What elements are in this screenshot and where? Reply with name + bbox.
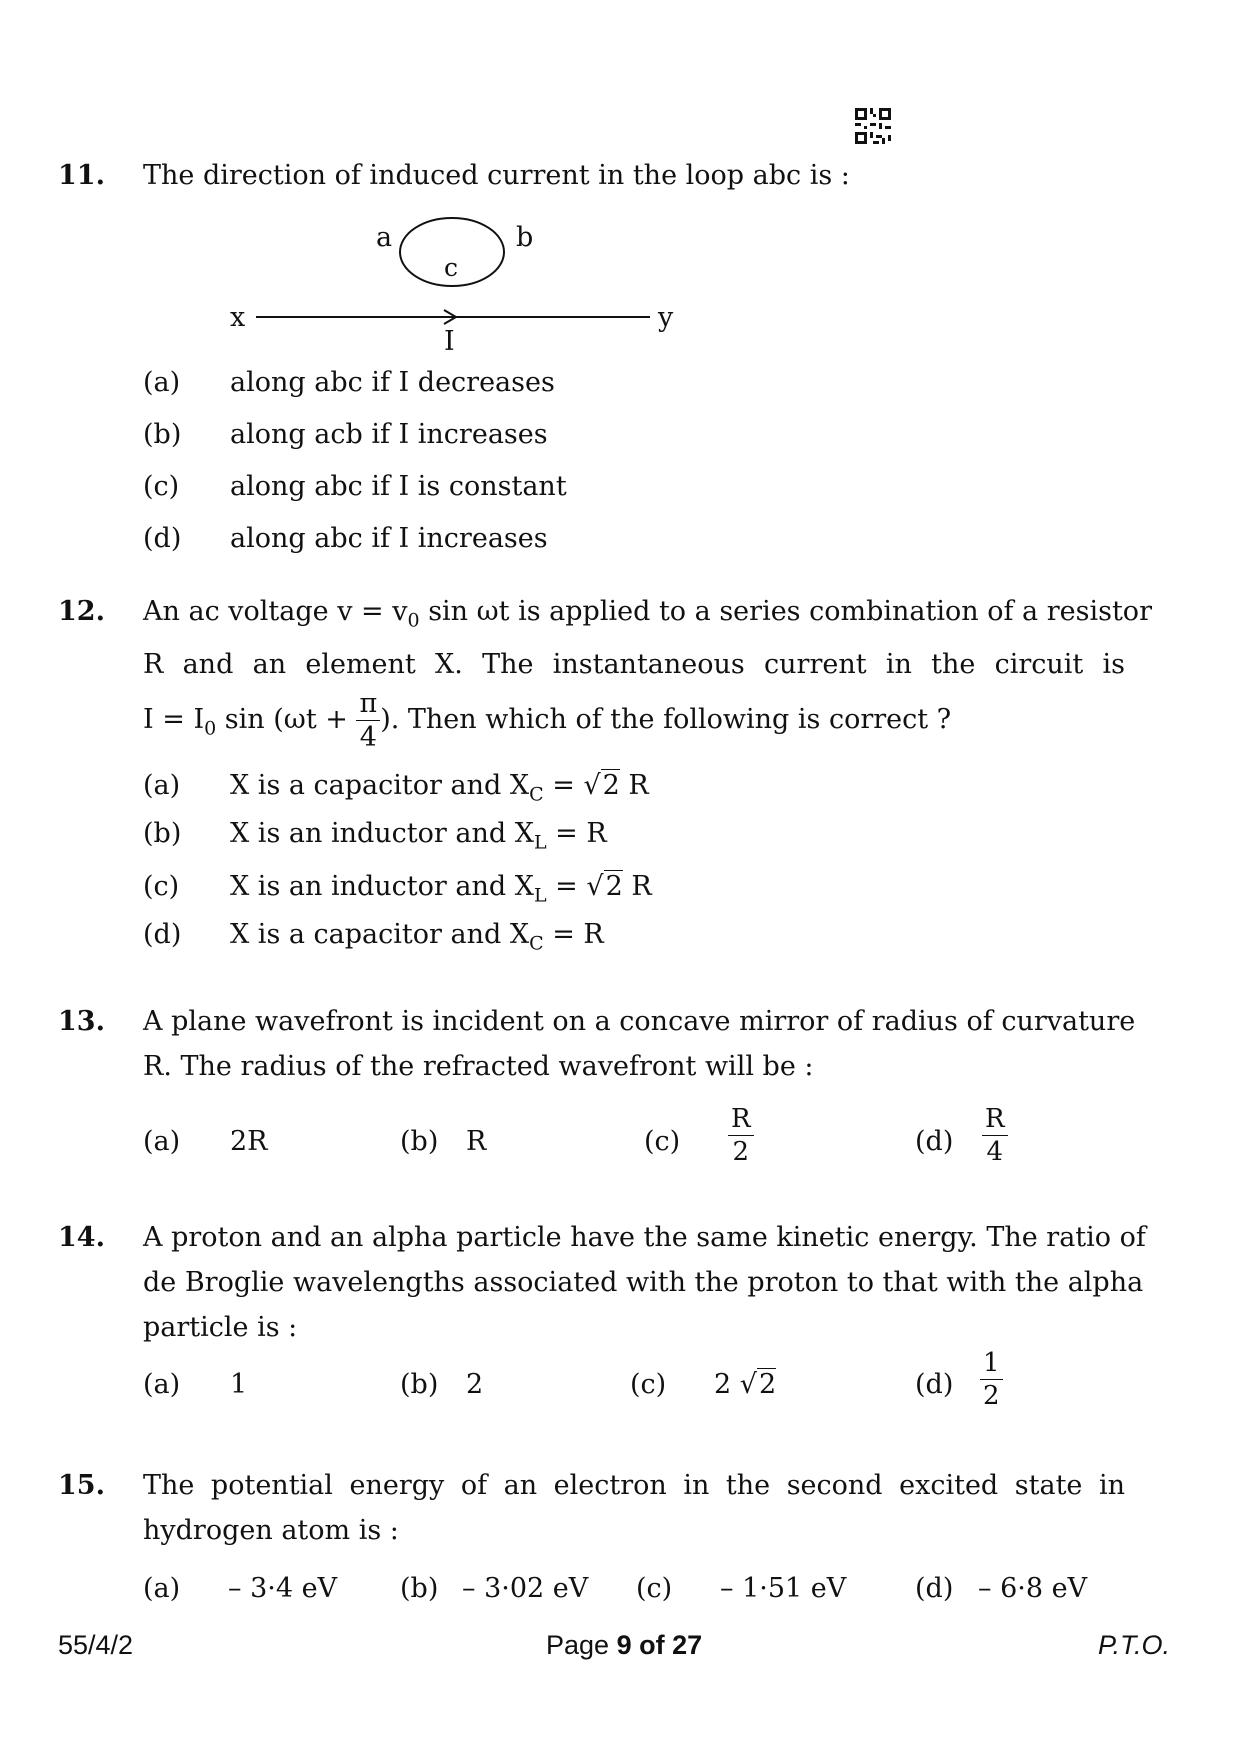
option-text: 1 <box>230 1369 248 1400</box>
question-text: The direction of induced current in the loop abc is : <box>143 160 850 191</box>
option-text: X is a capacitor and $X_C = √2$ R <box>230 770 649 806</box>
option-text: along acb if I increases <box>230 419 548 450</box>
option-fraction: $\frac{R}{2}$ <box>728 1106 754 1165</box>
option-label: (d) <box>915 1573 954 1604</box>
option-label: (d) <box>915 1369 954 1400</box>
pto-label: P.T.O. <box>1098 1630 1171 1660</box>
option-label: (b) <box>143 818 182 849</box>
question-text-line: An ac voltage $v = v_0$ sin ωt is applied to a series combination of a resistor <box>143 596 1152 632</box>
qr-code-icon <box>855 108 891 144</box>
fraction: $\frac{\pi}{4}$ <box>356 690 380 751</box>
option-label: (c) <box>143 471 180 502</box>
question-text-line: particle is : <box>143 1312 298 1343</box>
label-current: I <box>444 326 455 357</box>
question-text-line: R. The radius of the refracted wavefront will be : <box>143 1051 814 1082</box>
question-text-line: A plane wavefront is incident on a concave mirror of radius of curvature <box>143 1006 1136 1037</box>
option-label: (d) <box>143 919 182 950</box>
option-text: 2 <box>466 1369 484 1400</box>
option-text: R <box>466 1126 487 1157</box>
label-c: c <box>444 253 459 282</box>
option-text: X is an inductor and $X_L = √2$ R <box>230 871 652 907</box>
label-x: x <box>230 302 246 333</box>
question-number: 12. <box>58 596 105 627</box>
option-text: – 1·51 eV <box>720 1573 847 1604</box>
label-a: a <box>376 222 393 253</box>
question-number: 15. <box>58 1470 105 1501</box>
label-y: y <box>658 302 674 333</box>
option-text: – 3·4 eV <box>228 1573 338 1604</box>
option-label: (d) <box>143 523 182 554</box>
option-text: – 3·02 eV <box>462 1573 589 1604</box>
option-label: (b) <box>400 1126 439 1157</box>
question-number: 13. <box>58 1006 105 1037</box>
option-text: along abc if I increases <box>230 523 548 554</box>
page-number: Page 9 of 27 <box>546 1630 703 1660</box>
option-text: 2R <box>230 1126 268 1157</box>
option-label: (a) <box>143 1369 181 1400</box>
option-label: (a) <box>143 1573 181 1604</box>
question-text-line: $I = I_0$ sin (ωt + $\frac{\pi}{4}$ ). Then which of the following is correct ? <box>143 688 952 753</box>
question-text-line: R and an element X. The instantaneous current in the circuit is <box>143 649 1125 680</box>
option-label: (c) <box>636 1573 673 1604</box>
paper-code: 55/4/2 <box>58 1630 134 1660</box>
option-label: (a) <box>143 1126 181 1157</box>
option-label: (b) <box>400 1369 439 1400</box>
option-text: along abc if I is constant <box>230 471 567 502</box>
question-number: 11. <box>58 160 105 191</box>
option-label: (a) <box>143 367 181 398</box>
question-text-line: The potential energy of an electron in the second excited state in <box>143 1470 1125 1501</box>
option-text: X is an inductor and $X_L = R$ <box>230 818 607 854</box>
option-text: along abc if I decreases <box>230 367 555 398</box>
label-b: b <box>516 222 534 253</box>
option-label: (c) <box>630 1369 667 1400</box>
option-label: (c) <box>143 871 180 902</box>
question-number: 14. <box>58 1222 105 1253</box>
option-text: – 6·8 eV <box>978 1573 1088 1604</box>
question-text-line: hydrogen atom is : <box>143 1515 399 1546</box>
option-text: X is a capacitor and $X_C = R$ <box>230 919 604 955</box>
option-fraction: $\frac{R}{4}$ <box>982 1106 1008 1165</box>
option-label: (c) <box>644 1126 681 1157</box>
question-text-line: de Broglie wavelengths associated with the proton to that with the alpha <box>143 1267 1144 1298</box>
loop-wire-diagram <box>220 210 690 360</box>
option-label: (a) <box>143 770 181 801</box>
option-label: (b) <box>143 419 182 450</box>
option-label: (b) <box>400 1573 439 1604</box>
option-label: (d) <box>915 1126 954 1157</box>
question-text-line: A proton and an alpha particle have the same kinetic energy. The ratio of <box>143 1222 1146 1253</box>
option-text: 2 √2 <box>714 1369 777 1400</box>
option-fraction: $\frac{1}{2}$ <box>980 1350 1003 1409</box>
